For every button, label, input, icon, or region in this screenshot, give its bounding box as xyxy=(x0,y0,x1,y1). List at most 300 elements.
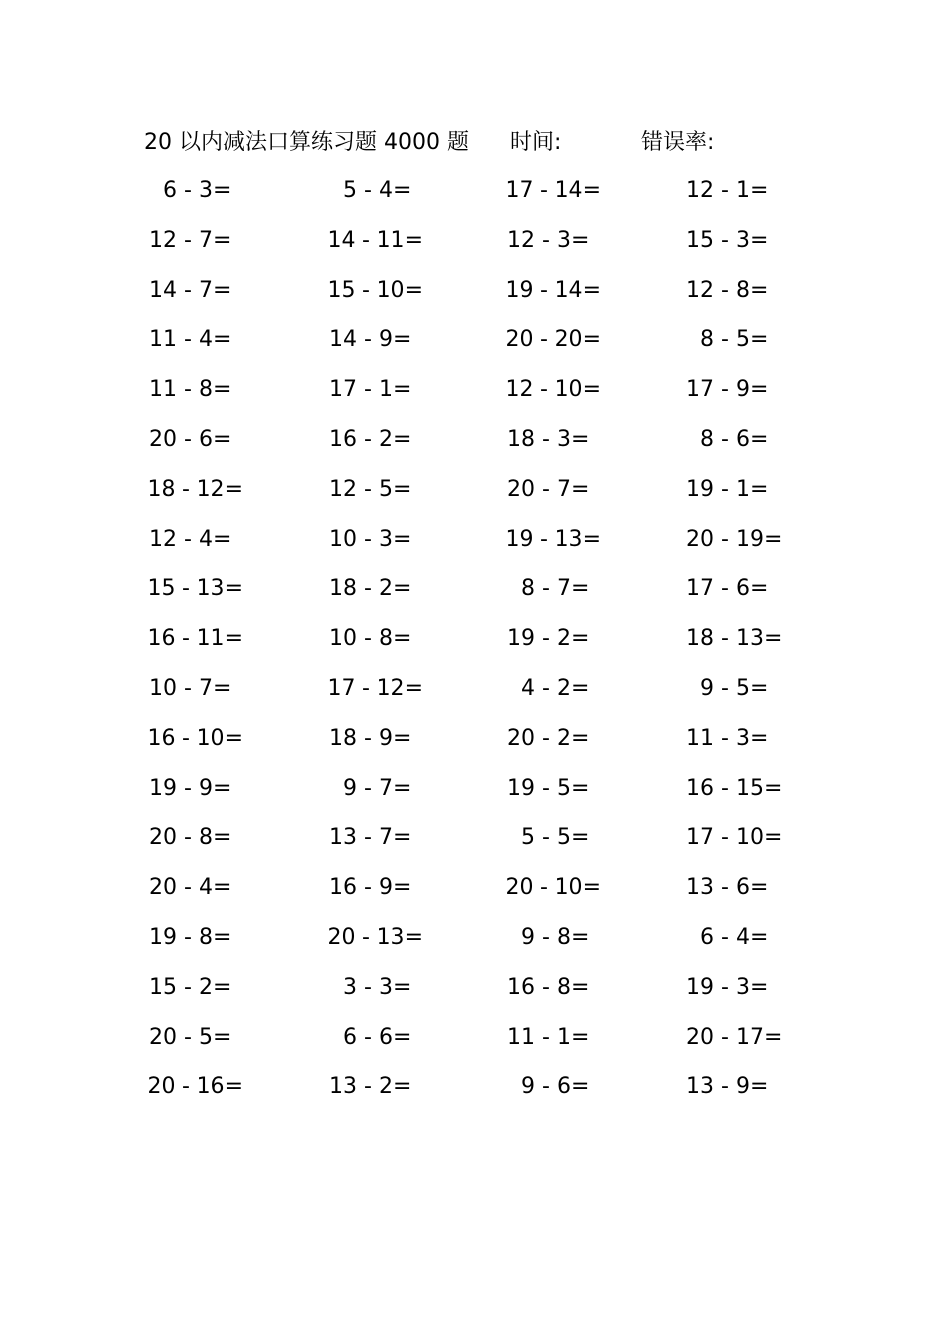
equals-sign: = xyxy=(393,377,412,403)
equals-sign: = xyxy=(750,426,769,452)
subtraction-problem xyxy=(321,1062,423,1112)
minus-sign: - xyxy=(182,1074,190,1100)
minuend: 19 xyxy=(505,526,534,552)
subtraction-problem xyxy=(678,515,784,565)
minus-sign: - xyxy=(364,1024,372,1050)
minuend: 12 xyxy=(686,277,714,303)
subtraction-problem xyxy=(321,515,423,565)
minus-sign: - xyxy=(362,675,370,701)
minus-sign: - xyxy=(184,875,192,901)
subtrahend: 5 xyxy=(557,775,571,801)
subtrahend: 8 xyxy=(199,924,213,950)
minuend: 19 xyxy=(149,924,177,950)
error-rate-label: 错误率: xyxy=(641,130,715,155)
subtraction-problem xyxy=(678,266,784,316)
subtraction-problem xyxy=(141,166,243,216)
subtraction-problem xyxy=(499,515,601,565)
subtraction-problem xyxy=(141,1062,243,1112)
minus-sign: - xyxy=(721,725,729,751)
subtraction-problem xyxy=(141,863,243,913)
minuend: 11 xyxy=(686,725,714,751)
worksheet-header xyxy=(0,126,950,160)
minuend: 12 xyxy=(149,526,177,552)
equals-sign: = xyxy=(393,178,412,203)
subtraction-problem xyxy=(321,963,423,1013)
problem-row xyxy=(0,913,950,963)
equals-sign: = xyxy=(213,875,232,901)
subtraction-problem xyxy=(678,564,784,614)
subtraction-problem xyxy=(678,1013,784,1063)
minus-sign: - xyxy=(182,576,190,602)
minus-sign: - xyxy=(721,476,729,502)
equals-sign: = xyxy=(750,576,769,602)
subtrahend: 9 xyxy=(379,725,393,751)
minuend: 16 xyxy=(507,974,535,1000)
subtraction-problem xyxy=(678,465,784,515)
subtraction-problem xyxy=(321,166,423,216)
minus-sign: - xyxy=(184,277,192,303)
equals-sign: = xyxy=(582,327,601,353)
equals-sign: = xyxy=(393,1074,412,1100)
equals-sign: = xyxy=(404,227,423,253)
minuend: 12 xyxy=(507,227,535,253)
minuend: 5 xyxy=(343,178,357,203)
minuend: 20 xyxy=(686,1024,714,1050)
subtrahend: 4 xyxy=(199,526,213,552)
subtrahend: 3 xyxy=(736,725,750,751)
minuend: 20 xyxy=(505,327,534,353)
subtraction-problem xyxy=(678,963,784,1013)
subtraction-problem xyxy=(321,1013,423,1063)
equals-sign: = xyxy=(750,227,769,253)
problem-row xyxy=(0,1062,950,1112)
subtrahend: 10 xyxy=(196,725,225,751)
subtraction-problem xyxy=(141,564,243,614)
minuend: 6 xyxy=(343,1024,357,1050)
subtrahend: 8 xyxy=(199,377,213,403)
equals-sign: = xyxy=(750,725,769,751)
subtrahend: 15 xyxy=(736,775,764,801)
subtraction-problem xyxy=(321,813,423,863)
minus-sign: - xyxy=(364,1074,372,1100)
minuend: 15 xyxy=(686,227,714,253)
subtraction-problem xyxy=(678,913,784,963)
minus-sign: - xyxy=(184,526,192,552)
subtrahend: 17 xyxy=(736,1024,764,1050)
minuend: 17 xyxy=(329,377,357,403)
subtrahend: 9 xyxy=(379,875,393,901)
minus-sign: - xyxy=(362,277,370,303)
subtrahend: 3 xyxy=(199,178,213,203)
equals-sign: = xyxy=(582,277,601,303)
equals-sign: = xyxy=(213,775,232,801)
subtrahend: 10 xyxy=(736,825,764,851)
subtrahend: 3 xyxy=(736,974,750,1000)
subtrahend: 14 xyxy=(554,178,583,203)
equals-sign: = xyxy=(393,875,412,901)
subtrahend: 3 xyxy=(557,227,571,253)
minuend: 17 xyxy=(686,576,714,602)
subtraction-problem xyxy=(499,1013,601,1063)
equals-sign: = xyxy=(571,426,590,452)
minuend: 20 xyxy=(327,924,356,950)
minuend: 16 xyxy=(686,775,714,801)
subtraction-problem xyxy=(678,216,784,266)
equals-sign: = xyxy=(764,1024,783,1050)
equals-sign: = xyxy=(393,626,412,652)
equals-sign: = xyxy=(393,576,412,602)
problem-grid xyxy=(0,166,950,1112)
equals-sign: = xyxy=(764,825,783,851)
minus-sign: - xyxy=(540,277,548,303)
equals-sign: = xyxy=(571,924,590,950)
subtraction-problem xyxy=(141,1013,243,1063)
subtrahend: 2 xyxy=(557,725,571,751)
problem-row xyxy=(0,764,950,814)
equals-sign: = xyxy=(393,526,412,552)
subtraction-problem xyxy=(321,863,423,913)
subtrahend: 8 xyxy=(199,825,213,851)
subtrahend: 1 xyxy=(557,1024,571,1050)
equals-sign: = xyxy=(224,626,243,652)
subtrahend: 6 xyxy=(736,426,750,452)
subtrahend: 7 xyxy=(557,476,571,502)
subtraction-problem xyxy=(141,266,243,316)
subtraction-problem xyxy=(499,913,601,963)
equals-sign: = xyxy=(750,476,769,502)
subtraction-problem xyxy=(499,1062,601,1112)
subtrahend: 11 xyxy=(196,626,225,652)
minuend: 20 xyxy=(149,1024,177,1050)
minus-sign: - xyxy=(542,825,550,851)
equals-sign: = xyxy=(213,178,232,203)
subtrahend: 1 xyxy=(379,377,393,403)
subtraction-problem xyxy=(499,564,601,614)
subtrahend: 2 xyxy=(379,576,393,602)
minuend: 16 xyxy=(147,626,176,652)
minus-sign: - xyxy=(184,825,192,851)
problem-row xyxy=(0,216,950,266)
subtraction-problem xyxy=(499,714,601,764)
minuend: 9 xyxy=(700,675,714,701)
minuend: 9 xyxy=(521,1074,535,1100)
subtrahend: 6 xyxy=(736,576,750,602)
minuend: 16 xyxy=(147,725,176,751)
minus-sign: - xyxy=(364,775,372,801)
minuend: 12 xyxy=(329,476,357,502)
subtrahend: 4 xyxy=(199,875,213,901)
subtraction-problem xyxy=(141,465,243,515)
minus-sign: - xyxy=(364,725,372,751)
minuend: 4 xyxy=(521,675,535,701)
minus-sign: - xyxy=(542,426,550,452)
subtraction-problem xyxy=(321,465,423,515)
subtrahend: 7 xyxy=(199,227,213,253)
minus-sign: - xyxy=(721,1024,729,1050)
minuend: 14 xyxy=(329,327,357,353)
subtrahend: 6 xyxy=(557,1074,571,1100)
minuend: 13 xyxy=(686,1074,714,1100)
subtraction-problem xyxy=(678,764,784,814)
subtraction-problem xyxy=(321,216,423,266)
minus-sign: - xyxy=(721,178,729,203)
minuend: 11 xyxy=(149,377,177,403)
equals-sign: = xyxy=(213,924,232,950)
minuend: 17 xyxy=(505,178,534,203)
minus-sign: - xyxy=(364,875,372,901)
equals-sign: = xyxy=(571,974,590,1000)
minus-sign: - xyxy=(542,476,550,502)
minuend: 12 xyxy=(505,377,534,403)
minuend: 20 xyxy=(505,875,534,901)
minus-sign: - xyxy=(362,924,370,950)
minuend: 20 xyxy=(149,825,177,851)
subtrahend: 3 xyxy=(736,227,750,253)
subtraction-problem xyxy=(678,166,784,216)
subtrahend: 6 xyxy=(379,1024,393,1050)
equals-sign: = xyxy=(750,1074,769,1100)
subtraction-problem xyxy=(321,564,423,614)
minus-sign: - xyxy=(364,825,372,851)
problem-row xyxy=(0,315,950,365)
subtrahend: 8 xyxy=(557,974,571,1000)
minus-sign: - xyxy=(721,1074,729,1100)
subtrahend: 9 xyxy=(736,1074,750,1100)
minus-sign: - xyxy=(721,277,729,303)
minus-sign: - xyxy=(542,974,550,1000)
minuend: 10 xyxy=(329,526,357,552)
subtrahend: 13 xyxy=(736,626,764,652)
equals-sign: = xyxy=(571,1074,590,1100)
subtrahend: 7 xyxy=(557,576,571,602)
minuend: 8 xyxy=(700,426,714,452)
minus-sign: - xyxy=(542,775,550,801)
equals-sign: = xyxy=(571,825,590,851)
minus-sign: - xyxy=(542,1074,550,1100)
equals-sign: = xyxy=(750,675,769,701)
minuend: 19 xyxy=(507,775,535,801)
minuend: 11 xyxy=(507,1024,535,1050)
subtraction-problem xyxy=(141,415,243,465)
subtrahend: 3 xyxy=(379,974,393,1000)
minus-sign: - xyxy=(184,1024,192,1050)
problem-row xyxy=(0,1013,950,1063)
minuend: 14 xyxy=(327,227,356,253)
subtraction-problem xyxy=(141,913,243,963)
equals-sign: = xyxy=(582,526,601,552)
subtraction-problem xyxy=(141,664,243,714)
minuend: 13 xyxy=(329,825,357,851)
equals-sign: = xyxy=(582,875,601,901)
subtrahend: 3 xyxy=(379,526,393,552)
minuend: 20 xyxy=(507,476,535,502)
subtraction-problem xyxy=(499,315,601,365)
subtraction-problem xyxy=(678,863,784,913)
minuend: 10 xyxy=(149,675,177,701)
minus-sign: - xyxy=(721,775,729,801)
subtraction-problem xyxy=(678,1062,784,1112)
subtrahend: 14 xyxy=(554,277,583,303)
subtrahend: 5 xyxy=(379,476,393,502)
subtraction-problem xyxy=(678,714,784,764)
subtrahend: 7 xyxy=(199,277,213,303)
problem-row xyxy=(0,415,950,465)
minuend: 6 xyxy=(700,924,714,950)
subtraction-problem xyxy=(321,664,423,714)
minuend: 18 xyxy=(329,576,357,602)
equals-sign: = xyxy=(571,476,590,502)
subtrahend: 3 xyxy=(557,426,571,452)
subtraction-problem xyxy=(499,266,601,316)
subtrahend: 5 xyxy=(557,825,571,851)
subtraction-problem xyxy=(321,764,423,814)
minuend: 20 xyxy=(686,526,714,552)
minuend: 10 xyxy=(329,626,357,652)
equals-sign: = xyxy=(404,277,423,303)
minus-sign: - xyxy=(184,178,192,203)
subtrahend: 13 xyxy=(376,924,405,950)
subtrahend: 10 xyxy=(554,875,583,901)
minus-sign: - xyxy=(364,476,372,502)
subtrahend: 2 xyxy=(199,974,213,1000)
minus-sign: - xyxy=(721,875,729,901)
minuend: 17 xyxy=(686,825,714,851)
minus-sign: - xyxy=(721,227,729,253)
minus-sign: - xyxy=(721,526,729,552)
subtrahend: 10 xyxy=(554,377,583,403)
minus-sign: - xyxy=(542,626,550,652)
problem-row xyxy=(0,465,950,515)
subtrahend: 7 xyxy=(199,675,213,701)
equals-sign: = xyxy=(571,675,590,701)
subtraction-problem xyxy=(141,216,243,266)
minus-sign: - xyxy=(540,377,548,403)
minuend: 6 xyxy=(163,178,177,203)
subtraction-problem xyxy=(499,614,601,664)
minuend: 13 xyxy=(686,875,714,901)
subtraction-problem xyxy=(499,465,601,515)
equals-sign: = xyxy=(213,327,232,353)
minus-sign: - xyxy=(364,327,372,353)
subtraction-problem xyxy=(499,813,601,863)
subtrahend: 4 xyxy=(379,178,393,203)
minus-sign: - xyxy=(364,626,372,652)
equals-sign: = xyxy=(582,377,601,403)
subtraction-problem xyxy=(499,166,601,216)
minus-sign: - xyxy=(721,825,729,851)
subtrahend: 4 xyxy=(736,924,750,950)
minuend: 11 xyxy=(149,327,177,353)
subtrahend: 20 xyxy=(554,327,583,353)
subtraction-problem xyxy=(141,963,243,1013)
minuend: 19 xyxy=(686,476,714,502)
subtraction-problem xyxy=(678,664,784,714)
equals-sign: = xyxy=(224,576,243,602)
subtraction-problem xyxy=(141,365,243,415)
equals-sign: = xyxy=(393,327,412,353)
time-label: 时间: xyxy=(510,130,562,155)
equals-sign: = xyxy=(224,725,243,751)
subtrahend: 11 xyxy=(376,227,405,253)
minuend: 16 xyxy=(329,875,357,901)
subtrahend: 9 xyxy=(736,377,750,403)
minus-sign: - xyxy=(182,476,190,502)
minuend: 16 xyxy=(329,426,357,452)
subtraction-problem xyxy=(678,365,784,415)
minus-sign: - xyxy=(542,227,550,253)
minus-sign: - xyxy=(542,1024,550,1050)
minus-sign: - xyxy=(184,974,192,1000)
minuend: 15 xyxy=(327,277,356,303)
equals-sign: = xyxy=(213,974,232,1000)
subtraction-problem xyxy=(141,614,243,664)
subtrahend: 8 xyxy=(379,626,393,652)
subtrahend: 13 xyxy=(554,526,583,552)
subtraction-problem xyxy=(321,365,423,415)
minuend: 18 xyxy=(507,426,535,452)
minus-sign: - xyxy=(184,227,192,253)
equals-sign: = xyxy=(571,626,590,652)
minuend: 19 xyxy=(686,974,714,1000)
minuend: 19 xyxy=(505,277,534,303)
equals-sign: = xyxy=(750,974,769,1000)
subtrahend: 1 xyxy=(736,178,750,203)
problem-row xyxy=(0,166,950,216)
problem-row xyxy=(0,515,950,565)
subtrahend: 4 xyxy=(199,327,213,353)
minus-sign: - xyxy=(364,974,372,1000)
minus-sign: - xyxy=(364,576,372,602)
problem-row xyxy=(0,664,950,714)
subtraction-problem xyxy=(141,714,243,764)
equals-sign: = xyxy=(213,377,232,403)
minuend: 8 xyxy=(521,576,535,602)
minus-sign: - xyxy=(184,675,192,701)
equals-sign: = xyxy=(393,1024,412,1050)
equals-sign: = xyxy=(764,775,783,801)
subtrahend: 7 xyxy=(379,825,393,851)
problem-row xyxy=(0,963,950,1013)
equals-sign: = xyxy=(393,825,412,851)
subtrahend: 12 xyxy=(196,476,225,502)
subtraction-problem xyxy=(321,315,423,365)
minus-sign: - xyxy=(721,377,729,403)
equals-sign: = xyxy=(571,576,590,602)
minuend: 15 xyxy=(149,974,177,1000)
minus-sign: - xyxy=(721,974,729,1000)
minuend: 9 xyxy=(521,924,535,950)
minus-sign: - xyxy=(540,526,548,552)
subtraction-problem xyxy=(141,315,243,365)
minus-sign: - xyxy=(364,178,372,203)
minus-sign: - xyxy=(184,426,192,452)
minus-sign: - xyxy=(542,675,550,701)
subtraction-problem xyxy=(321,614,423,664)
minus-sign: - xyxy=(542,725,550,751)
minuend: 18 xyxy=(686,626,714,652)
equals-sign: = xyxy=(582,178,601,203)
minuend: 18 xyxy=(147,476,176,502)
minus-sign: - xyxy=(540,178,548,203)
subtrahend: 2 xyxy=(379,1074,393,1100)
minus-sign: - xyxy=(182,725,190,751)
minuend: 9 xyxy=(343,775,357,801)
minuend: 19 xyxy=(149,775,177,801)
subtraction-problem xyxy=(141,764,243,814)
subtrahend: 10 xyxy=(376,277,405,303)
minuend: 19 xyxy=(507,626,535,652)
equals-sign: = xyxy=(404,675,423,701)
